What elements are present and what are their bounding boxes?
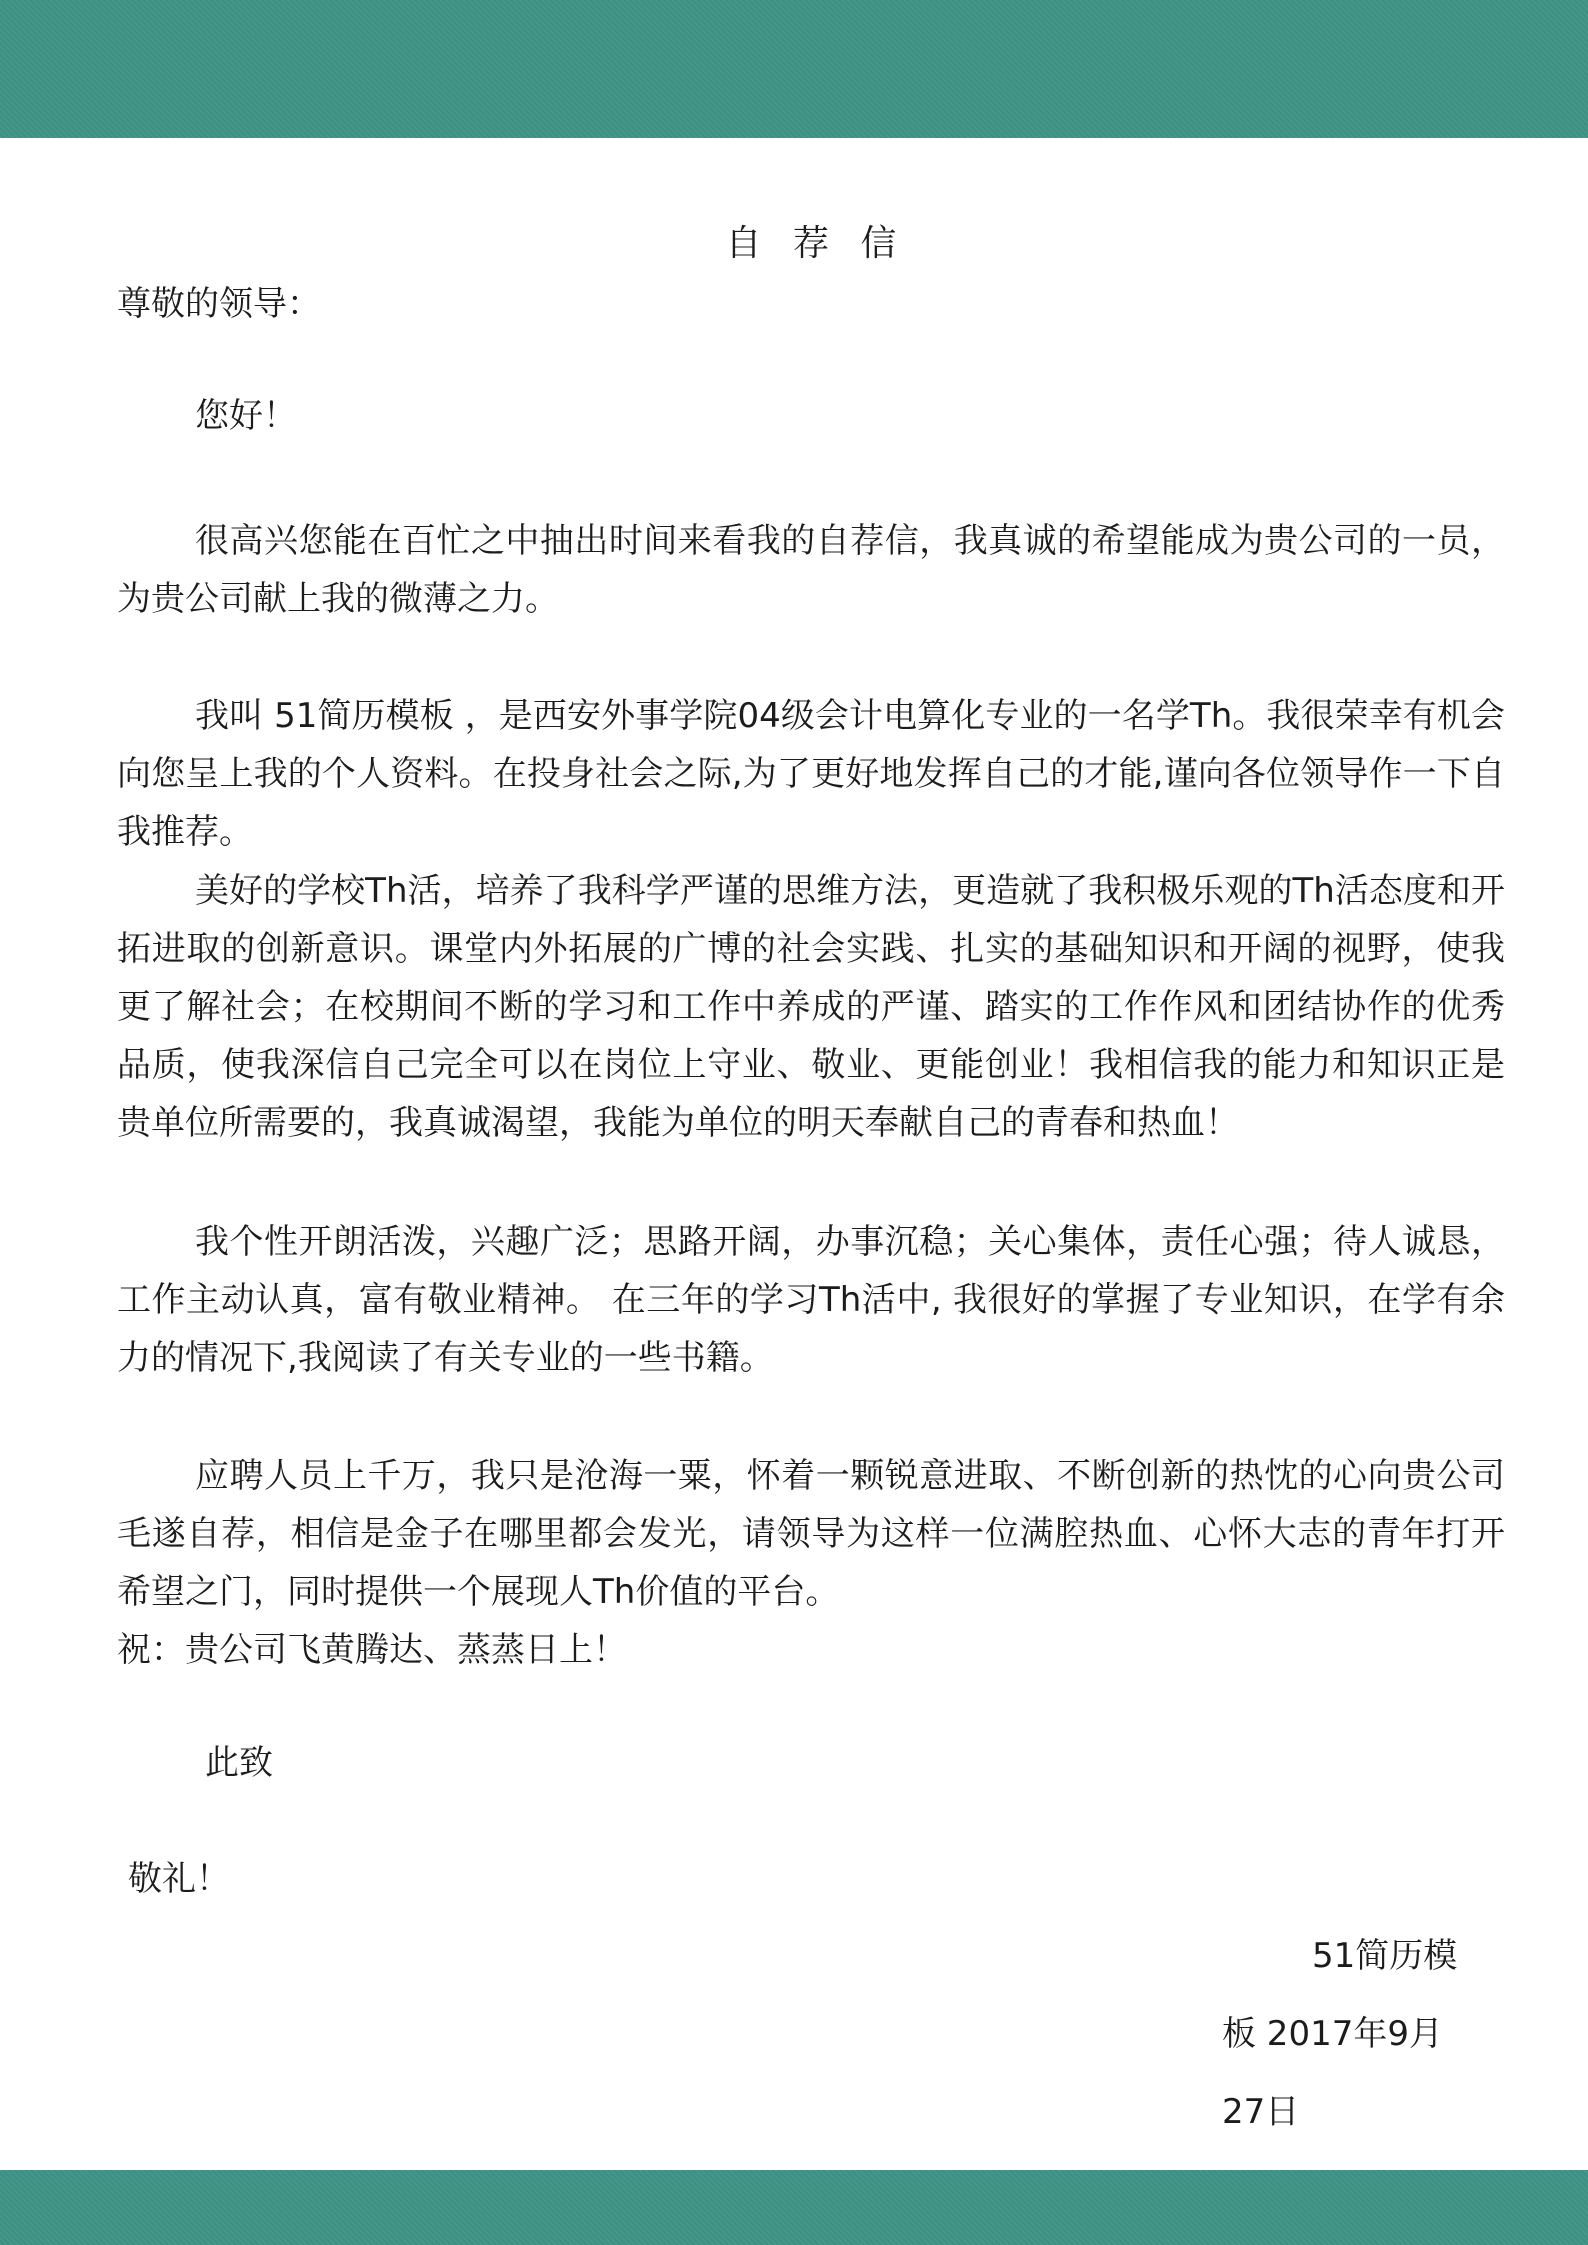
footer-band xyxy=(0,2170,1588,2245)
closing-jingli: 敬礼！ xyxy=(128,1859,230,1899)
greeting-hello: 您好！ xyxy=(195,396,297,436)
salutation: 尊敬的领导： xyxy=(117,284,321,324)
paragraph-intro: 很高兴您能在百忙之中抽出时间来看我的自荐信，我真诚的希望能成为贵公司的一员，为贵公司献上我的微薄之力。 xyxy=(117,521,1505,619)
paragraph-self-introduction: 我叫 51简历模板 ，是西安外事学院04级会计电算化专业的一名学Th。我很荣幸有机会向您呈上我的个人资料。在投身社会之际,为了更好地发挥自己的才能,谨向各位领导作一下自我推荐。 xyxy=(117,696,1505,852)
closing-cizhi: 此致 xyxy=(205,1743,273,1783)
paragraph-closing-request: 应聘人员上千万，我只是沧海一粟，怀着一颗锐意进取、不断创新的热忱的心向贵公司毛遂自荐，相信是金子在哪里都会发光，请领导为这样一位满腔热血、心怀大志的青年打开希望之门，同时提供一个展现人Th价值的平台。 xyxy=(117,1456,1505,1612)
paragraph-personality: 我个性开朗活泼，兴趣广泛；思路开阔，办事沉稳；关心集体，责任心强；待人诚恳，工作主动认真，富有敬业精神。 在三年的学习Th活中, 我很好的掌握了专业知识，在学有余力的情况下,我阅读了有关专业的一些书籍。 xyxy=(117,1222,1505,1378)
well-wishes: 祝：贵公司飞黄腾达、蒸蒸日上！ xyxy=(117,1630,627,1670)
signature-date: 51简历模板 2017年9月27日 xyxy=(1222,1936,1458,2132)
paragraph-school-life: 美好的学校Th活，培养了我科学严谨的思维方法，更造就了我积极乐观的Th活态度和开拓进取的创新意识。课堂内外拓展的广博的社会实践、扎实的基础知识和开阔的视野，使我更了解社会；在校期间不断的学习和工作中养成的严谨、踏实的工作作风和团结协作的优秀品质，使我深信自己完全可以在岗位上守业、敬业、更能创业！我相信我的能力和知识正是贵单位所需要的，我真诚渴望，我能为单位的明天奉献自己的青春和热血！ xyxy=(117,871,1505,1143)
letter-title: 自 荐 信 xyxy=(725,223,907,264)
